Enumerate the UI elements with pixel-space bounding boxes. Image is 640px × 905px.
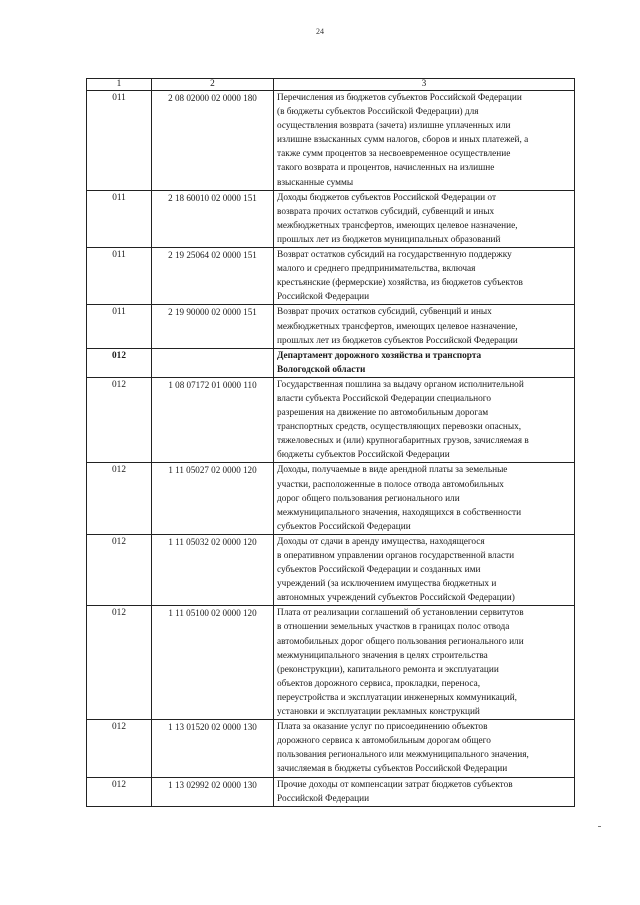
- column-header-code: 2: [152, 79, 274, 91]
- revenue-name-cell: [274, 606, 575, 720]
- table-row: [87, 534, 575, 605]
- name-line: дорог общего пользования регионального или: [277, 493, 460, 504]
- table-row: [87, 190, 575, 247]
- name-line: Российской Федерации: [277, 292, 370, 303]
- budget-code-cell: 2 19 90000 02 0000 151: [152, 305, 274, 348]
- table-row: [87, 377, 575, 463]
- name-line: межмуниципального значения, находящихся в собственности: [277, 507, 522, 518]
- name-line: Прочие доходы от компенсации затрат бюджетов субъектов: [277, 779, 513, 790]
- name-line: взысканные суммы: [277, 177, 354, 188]
- revenue-name-cell: [274, 463, 575, 534]
- budget-code-cell: 1 11 05032 02 0000 120: [152, 534, 274, 605]
- name-line: разрешения на движение по автомобильным дорогам: [277, 408, 489, 419]
- name-line: пользования регионального или межмуниципального значения,: [277, 750, 529, 761]
- name-line: Перечисления из бюджетов субъектов Российской Федерации: [277, 93, 522, 103]
- name-line: излишне взысканных сумм налогов, сборов и иных платежей, а: [277, 135, 529, 146]
- budget-code-cell: 1 11 05027 02 0000 120: [152, 463, 274, 534]
- revenue-name-cell: [274, 248, 575, 305]
- budget-code-cell: 1 13 01520 02 0000 130: [152, 720, 274, 777]
- budget-code-cell: [152, 348, 274, 377]
- name-line: автономных учреждений субъектов Российской Федерации): [277, 593, 515, 604]
- name-line: крестьянские (фермерские) хозяйства, из бюджетов субъектов: [277, 278, 523, 289]
- admin-code-cell: 012: [87, 348, 152, 377]
- revenue-name-cell: [274, 377, 575, 463]
- name-line: зачисляемая в бюджеты субъектов Российской Федерации: [277, 764, 508, 775]
- table-row: [87, 348, 575, 377]
- table-row: [87, 248, 575, 305]
- name-line: в оперативном управлении органов государственной власти: [277, 551, 515, 561]
- revenue-codes-table: [86, 78, 575, 807]
- name-line: Доходы, получаемые в виде арендной платы за земельные: [277, 465, 508, 476]
- admin-code-cell: 012: [87, 463, 152, 534]
- name-line: Доходы от сдачи в аренду имущества, находящегося: [277, 536, 485, 547]
- admin-code-cell: 012: [87, 720, 152, 777]
- revenue-name-cell: [274, 720, 575, 777]
- name-line: межмуниципального значения в целях строительства: [277, 650, 488, 661]
- revenue-name-cell: [274, 534, 575, 605]
- budget-code-cell: 2 19 25064 02 0000 151: [152, 248, 274, 305]
- table-row: [87, 463, 575, 534]
- name-line: дорожного сервиса к автомобильным дорогам общего: [277, 736, 491, 747]
- name-line: тяжеловесных и (или) крупногабаритных грузов, зачисляемая в: [277, 436, 529, 447]
- name-line: Плата от реализации соглашений об установлении сервитутов: [277, 608, 524, 619]
- name-line: прошлых лет из бюджетов субъектов Российской Федерации: [277, 335, 518, 346]
- name-line: установки и эксплуатации рекламных конструкций: [277, 707, 480, 718]
- name-line: автомобильных дорог общего пользования регионального или: [277, 636, 524, 647]
- name-line: малого и среднего предпринимательства, включая: [277, 264, 476, 275]
- budget-code-cell: 1 13 02992 02 0000 130: [152, 777, 274, 806]
- name-line: Доходы бюджетов субъектов Российской Федерации от: [277, 192, 497, 203]
- table-row: [87, 777, 575, 806]
- admin-code-cell: 011: [87, 248, 152, 305]
- revenue-name-cell: [274, 305, 575, 348]
- table-row: [87, 305, 575, 348]
- column-header-name: 3: [274, 79, 575, 91]
- budget-code-cell: 1 11 05100 02 0000 120: [152, 606, 274, 720]
- admin-code-cell: 012: [87, 377, 152, 463]
- column-header-admin: 1: [87, 79, 152, 91]
- name-line: объектов дорожного сервиса, прокладки, переноса,: [277, 678, 481, 689]
- table-header-row: [87, 79, 575, 91]
- name-line: бюджеты субъектов Российской Федерации: [277, 450, 450, 461]
- name-line: Российской Федерации: [277, 793, 370, 804]
- table-row: [87, 606, 575, 720]
- name-line: межбюджетных трансфертов, имеющих целевое назначение,: [277, 321, 518, 332]
- page-mark: [598, 826, 601, 827]
- admin-code-cell: 012: [87, 606, 152, 720]
- revenue-name-cell: [274, 777, 575, 806]
- name-line: учреждений (за исключением имущества бюджетных и: [277, 579, 497, 590]
- name-line: транспортных средств, осуществляющих перевозки опасных,: [277, 422, 522, 433]
- budget-code-cell: 1 08 07172 01 0000 110: [152, 377, 274, 463]
- name-line: Возврат прочих остатков субсидий, субвенций и иных: [277, 307, 492, 318]
- admin-code-cell: 012: [87, 534, 152, 605]
- name-line: участки, расположенные в полосе отвода автомобильных: [277, 479, 504, 490]
- revenue-name-cell: [274, 190, 575, 247]
- name-line: Возврат остатков субсидий на государственную поддержку: [277, 250, 512, 261]
- name-line: прошлых лет из бюджетов муниципальных образований: [277, 234, 501, 245]
- admin-code-cell: 011: [87, 190, 152, 247]
- name-line: возврата прочих остатков субсидий, субвенций и иных: [277, 206, 495, 217]
- revenue-name-cell: [274, 348, 575, 377]
- name-line: Департамент дорожного хозяйства и транспорта: [277, 350, 482, 361]
- budget-code-cell: 2 08 02000 02 0000 180: [152, 91, 274, 191]
- name-line: такого возврата и процентов, начисленных на излишне: [277, 163, 495, 174]
- name-line: субъектов Российской Федерации и созданных ими: [277, 565, 481, 576]
- name-line: также сумм процентов за несвоевременное осуществление: [277, 149, 511, 160]
- admin-code-cell: 012: [87, 777, 152, 806]
- name-line: межбюджетных трансфертов, имеющих целевое назначение,: [277, 220, 518, 231]
- budget-code-cell: 2 18 60010 02 0000 151: [152, 190, 274, 247]
- admin-code-cell: 011: [87, 305, 152, 348]
- table-row: [87, 91, 575, 191]
- page-number: 24: [316, 27, 324, 36]
- admin-code-cell: 011: [87, 91, 152, 191]
- name-line: субъектов Российской Федерации: [277, 521, 411, 532]
- name-line: Вологодской области: [277, 364, 366, 375]
- name-line: осуществления возврата (зачета) излишне уплаченных или: [277, 121, 511, 132]
- revenue-name-cell: [274, 91, 575, 191]
- name-line: в отношении земельных участков в границах полос отвода: [277, 622, 510, 633]
- name-line: Государственная пошлина за выдачу органом исполнительной: [277, 379, 524, 390]
- name-line: (реконструкции), капитального ремонта и эксплуатации: [277, 664, 499, 675]
- name-line: власти субъекта Российской Федерации специального: [277, 393, 491, 404]
- name-line: Плата за оказание услуг по присоединению объектов: [277, 722, 488, 733]
- name-line: (в бюджеты субъектов Российской Федерации) для: [277, 107, 479, 118]
- name-line: переустройства и эксплуатации инженерных коммуникаций,: [277, 692, 518, 703]
- table-row: [87, 720, 575, 777]
